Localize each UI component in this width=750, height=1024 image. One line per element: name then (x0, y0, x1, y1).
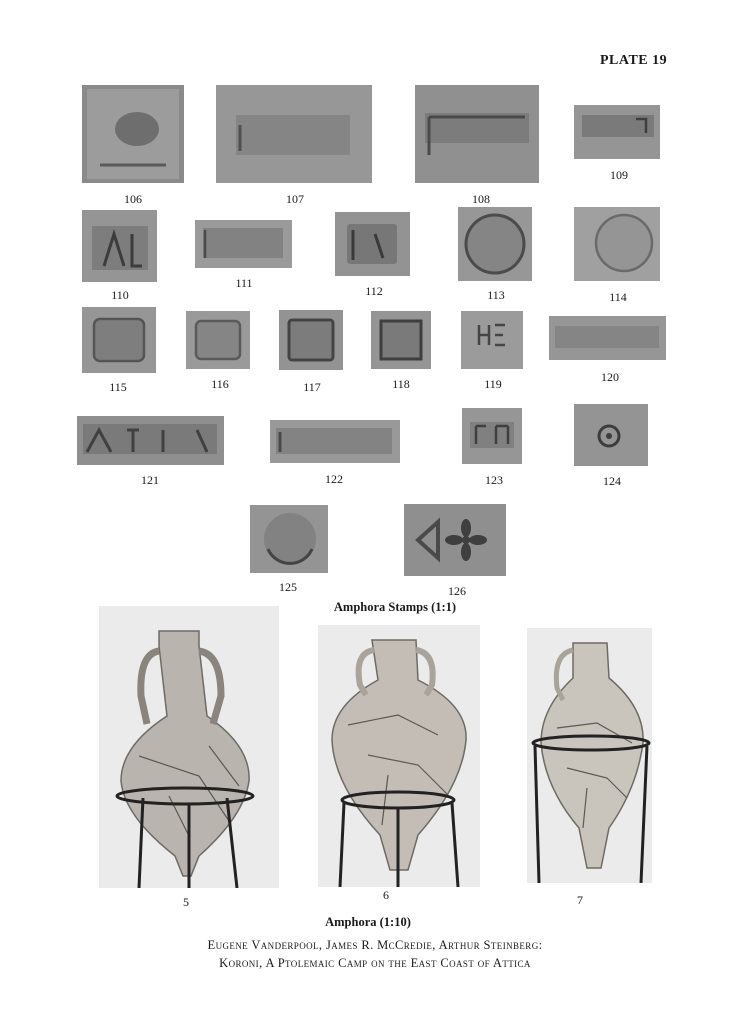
stamp-117-number: 117 (303, 380, 321, 394)
stamps-caption: Amphora Stamps (1:1) (333, 600, 457, 614)
amphora-5-photo (99, 606, 279, 888)
stamp-114-number: 114 (609, 290, 627, 304)
stamp-112-photo (335, 212, 410, 276)
amphorae-caption: Amphora (1:10) (325, 915, 411, 929)
amphora-7-number: 7 (577, 893, 583, 907)
stamp-120-number: 120 (601, 370, 619, 384)
stamp-107-number: 107 (286, 192, 304, 206)
stamp-123-number: 123 (485, 473, 503, 487)
stamp-115-photo (82, 307, 156, 373)
stamp-125-number: 125 (279, 580, 297, 594)
stamp-115-number: 115 (109, 380, 127, 394)
stamp-116-photo (186, 311, 250, 369)
stamp-108-photo (415, 85, 539, 183)
amphora-5-number: 5 (183, 895, 189, 909)
stamp-106-photo (82, 85, 184, 183)
plate-title: PLATE 19 (600, 53, 668, 68)
stamp-121-number: 121 (141, 473, 159, 487)
stamp-120-photo (549, 316, 666, 360)
stamp-117-photo (279, 310, 343, 370)
stamp-122-number: 122 (325, 472, 343, 486)
stamp-109-photo (574, 105, 660, 159)
stamp-118-photo (371, 311, 431, 369)
stamp-118-number: 118 (392, 377, 410, 391)
stamp-109-number: 109 (610, 168, 628, 182)
stamp-121-photo (77, 416, 224, 465)
stamp-110-number: 110 (111, 288, 129, 302)
stamp-113-photo (458, 207, 532, 281)
stamp-111-number: 111 (235, 276, 253, 290)
stamp-111-photo (195, 220, 292, 268)
stamp-126-photo (404, 504, 506, 576)
footer-authors: Eugene Vanderpool, James R. McCredie, Arthur Steinberg: (207, 938, 543, 952)
stamp-126-number: 126 (448, 584, 466, 598)
stamp-124-photo (574, 404, 648, 466)
amphora-6-number: 6 (383, 888, 389, 902)
amphora-7-photo (527, 628, 652, 883)
stamp-119-number: 119 (484, 377, 502, 391)
stamp-113-number: 113 (487, 288, 505, 302)
footer-title: Koroni, A Ptolemaic Camp on the East Coast of Attica (219, 956, 531, 970)
stamp-108-number: 108 (472, 192, 490, 206)
stamp-123-photo (462, 408, 522, 464)
stamp-114-photo (574, 207, 660, 281)
stamp-106-number: 106 (124, 192, 142, 206)
stamp-110-photo (82, 210, 157, 282)
stamp-116-number: 116 (211, 377, 229, 391)
stamp-112-number: 112 (365, 284, 383, 298)
stamp-122-photo (270, 420, 400, 463)
amphora-6-photo (318, 625, 480, 887)
stamp-125-photo (250, 505, 328, 573)
stamp-107-photo (216, 85, 372, 183)
stamp-119-photo (461, 311, 523, 369)
stamp-124-number: 124 (603, 474, 621, 488)
